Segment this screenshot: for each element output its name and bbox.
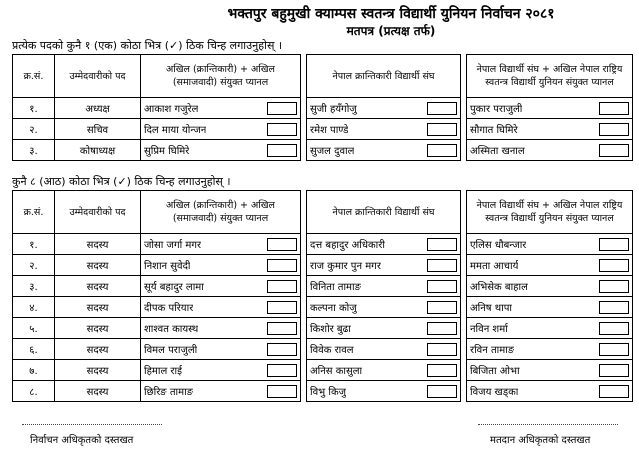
vote-box[interactable] (599, 322, 629, 335)
panel2-candidate-cell (307, 339, 461, 360)
vote-box[interactable] (599, 102, 629, 115)
vote-box[interactable] (267, 322, 297, 335)
panel2-header: नेपाल क्रान्तिकारी विद्यार्थी संघ (307, 191, 461, 234)
panel3-candidate-cell (467, 276, 633, 297)
panel3-candidate-cell (467, 339, 633, 360)
panel3-header: नेपाल विद्यार्थी संघ + अखिल नेपाल राष्ट्रिय स्वतन्त्र विद्यार्थी युनियन संयुक्त प्यानल (467, 55, 633, 98)
member-ballot-table (12, 190, 633, 402)
vote-box[interactable] (267, 385, 297, 398)
panel1-candidate-cell (141, 140, 301, 161)
candidate-name: सुजी हयँगोजु (310, 104, 357, 115)
vote-box[interactable] (267, 144, 297, 157)
serial-number: १. (13, 234, 55, 255)
panel2-candidate-cell (307, 234, 461, 255)
table-row (13, 381, 633, 402)
vote-box[interactable] (427, 343, 457, 356)
vote-box[interactable] (427, 238, 457, 251)
candidate-name: दत्त बहादुर अधिकारी (310, 240, 385, 251)
table-row (13, 297, 633, 318)
candidate-post-header: उम्मेदवारीको पद (55, 191, 141, 234)
candidate-name: जोसा जर्गा मगर (144, 240, 202, 251)
post-name: सदस्य (55, 360, 141, 381)
panel1-candidate-cell (141, 234, 301, 255)
vote-box[interactable] (267, 259, 297, 272)
vote-box[interactable] (267, 364, 297, 377)
candidate-name: कल्पना कोजु (310, 303, 357, 314)
table-header-row (13, 55, 633, 98)
serial-header: क्र.सं. (13, 55, 55, 98)
panel1-candidate-cell (141, 98, 301, 119)
panel2-candidate-cell (307, 318, 461, 339)
candidate-name: ममता आचार्य (470, 261, 519, 272)
ballot-title: भक्तपुर बहुमुखी क्याम्पस स्वतन्त्र विद्यार्थी युनियन निर्वाचन २०८१ (227, 6, 555, 22)
candidate-name: हिमाल राई (144, 366, 183, 377)
vote-box[interactable] (427, 123, 457, 136)
post-name: सदस्य (55, 339, 141, 360)
panel2-candidate-cell (307, 255, 461, 276)
candidate-name: निशान सुवेदी (144, 261, 191, 272)
candidate-name: सौगात घिमिरे (470, 125, 518, 136)
panel1-candidate-cell (141, 276, 301, 297)
vote-box[interactable] (267, 280, 297, 293)
candidate-name: अभिसेक बाहाल (470, 282, 528, 293)
serial-number: ८. (13, 381, 55, 402)
candidate-name: विमल पराजुली (144, 345, 198, 356)
candidate-name: रमेश पाण्डे (310, 125, 349, 136)
post-name: सदस्य (55, 234, 141, 255)
post-name: सदस्य (55, 318, 141, 339)
vote-box[interactable] (427, 144, 457, 157)
candidate-name: दिल माया योन्जन (144, 125, 207, 136)
serial-number: १. (13, 98, 55, 119)
serial-number: ४. (13, 297, 55, 318)
candidate-name: दीपक परियार (144, 303, 194, 314)
table-row (13, 318, 633, 339)
panel3-candidate-cell (467, 381, 633, 402)
vote-box[interactable] (267, 301, 297, 314)
panel2-candidate-cell (307, 140, 461, 161)
vote-box[interactable] (427, 259, 457, 272)
panel2-candidate-cell (307, 360, 461, 381)
ballot-subtitle: मतपत्र (प्रत्यक्ष तर्फ) (346, 24, 436, 38)
serial-number: ७. (13, 360, 55, 381)
vote-box[interactable] (599, 343, 629, 356)
candidate-name: विजय खड्का (470, 387, 519, 398)
panel3-candidate-cell (467, 98, 633, 119)
vote-box[interactable] (427, 301, 457, 314)
panel1-candidate-cell (141, 339, 301, 360)
vote-box[interactable] (599, 364, 629, 377)
left-signature-line (22, 424, 162, 425)
candidate-name: सुजल दुवाल (310, 146, 355, 157)
panel1-header: अखिल (क्रान्तिकारी) + अखिल (समाजवादी) संयुक्त प्यानल (141, 191, 301, 234)
candidate-name: राज कुमार पुन मगर (310, 261, 381, 272)
post-name: सचिव (55, 119, 141, 140)
table-row (13, 339, 633, 360)
post-name: सदस्य (55, 381, 141, 402)
candidate-name: अनिस कासुला (310, 366, 363, 377)
serial-number: ३. (13, 276, 55, 297)
candidate-name: सुप्रिम घिमिरे (144, 146, 190, 157)
vote-box[interactable] (427, 280, 457, 293)
vote-box[interactable] (427, 102, 457, 115)
post-name: सदस्य (55, 297, 141, 318)
panel3-candidate-cell (467, 318, 633, 339)
table-row (13, 234, 633, 255)
candidate-name: शाश्वत कायस्थ (144, 324, 199, 335)
vote-box[interactable] (267, 102, 297, 115)
candidate-post-header: उम्मेदवारीको पद (55, 55, 141, 98)
vote-box[interactable] (599, 123, 629, 136)
serial-number: ३. (13, 140, 55, 161)
serial-header: क्र.सं. (13, 191, 55, 234)
vote-box[interactable] (267, 238, 297, 251)
serial-number: ६. (13, 339, 55, 360)
serial-number: ५. (13, 318, 55, 339)
panel3-candidate-cell (467, 297, 633, 318)
vote-box[interactable] (599, 259, 629, 272)
vote-box[interactable] (427, 364, 457, 377)
panel3-candidate-cell (467, 360, 633, 381)
panel1-header: अखिल (क्रान्तिकारी) + अखिल (समाजवादी) संयुक्त प्यानल (141, 55, 301, 98)
candidate-name: सूर्य बहादुर लामा (144, 282, 204, 293)
vote-box[interactable] (599, 385, 629, 398)
post-name: सदस्य (55, 255, 141, 276)
table-header-row (13, 191, 633, 234)
candidate-name: छिरिङ तामाङ (144, 387, 194, 398)
panel2-candidate-cell (307, 98, 461, 119)
panel1-candidate-cell (141, 119, 301, 140)
panel1-candidate-cell (141, 297, 301, 318)
panel2-candidate-cell (307, 276, 461, 297)
panel1-candidate-cell (141, 255, 301, 276)
table-row (13, 360, 633, 381)
post-name: अध्यक्ष (55, 98, 141, 119)
post-name: सदस्य (55, 276, 141, 297)
candidate-name: आकाश गजुरेल (144, 104, 199, 115)
table-row (13, 119, 633, 140)
panel1-candidate-cell (141, 318, 301, 339)
candidate-name: किशोर बुढा (310, 324, 351, 335)
panel2-candidate-cell (307, 297, 461, 318)
candidate-name: बिजिता ओभा (470, 366, 520, 377)
post-name: कोषाध्यक्ष (55, 140, 141, 161)
left-signature-label: निर्वाचन अधिकृतको दस्तखत (30, 435, 134, 446)
serial-number: २. (13, 119, 55, 140)
candidate-name: रविन तामाङ (470, 345, 515, 356)
panel1-candidate-cell (141, 381, 301, 402)
vote-box[interactable] (267, 343, 297, 356)
section2-instruction: कुनै ८ (आठ) कोठा भित्र (✓) ठिक चिन्ह लगाउनुहोस् । (12, 175, 231, 188)
vote-box[interactable] (427, 385, 457, 398)
vote-box[interactable] (267, 123, 297, 136)
right-signature-line (478, 424, 618, 425)
table-row (13, 140, 633, 161)
candidate-name: अस्मिता खनाल (470, 146, 525, 157)
candidate-name: पुकार पराजुली (470, 104, 523, 115)
table-row (13, 98, 633, 119)
section1-instruction: प्रत्येक पदको कुनै १ (एक) कोठा भित्र (✓) ठिक चिन्ह लगाउनुहोस् । (12, 39, 283, 52)
serial-number: २. (13, 255, 55, 276)
panel1-candidate-cell (141, 360, 301, 381)
right-signature-label: मतदान अधिकृतको दस्तखत (490, 435, 591, 446)
executive-ballot-table (12, 54, 633, 161)
table-row (13, 276, 633, 297)
vote-box[interactable] (427, 322, 457, 335)
candidate-name: एलिस धौबन्जार (470, 240, 527, 251)
vote-box[interactable] (599, 280, 629, 293)
vote-box[interactable] (599, 144, 629, 157)
panel3-candidate-cell (467, 140, 633, 161)
candidate-name: अनिष थापा (470, 303, 512, 314)
panel2-header: नेपाल क्रान्तिकारी विद्यार्थी संघ (307, 55, 461, 98)
table-row (13, 255, 633, 276)
panel3-header: नेपाल विद्यार्थी संघ + अखिल नेपाल राष्ट्रिय स्वतन्त्र विद्यार्थी युनियन संयुक्त प्यानल (467, 191, 633, 234)
panel3-candidate-cell (467, 119, 633, 140)
panel2-candidate-cell (307, 119, 461, 140)
vote-box[interactable] (599, 301, 629, 314)
vote-box[interactable] (599, 238, 629, 251)
candidate-name: विवेक रावल (310, 345, 354, 356)
panel2-candidate-cell (307, 381, 461, 402)
panel3-candidate-cell (467, 234, 633, 255)
candidate-name: विभु किजु (310, 387, 347, 398)
candidate-name: नविन शर्मा (470, 324, 508, 335)
candidate-name: विनिता तामाङ (310, 282, 361, 293)
panel3-candidate-cell (467, 255, 633, 276)
